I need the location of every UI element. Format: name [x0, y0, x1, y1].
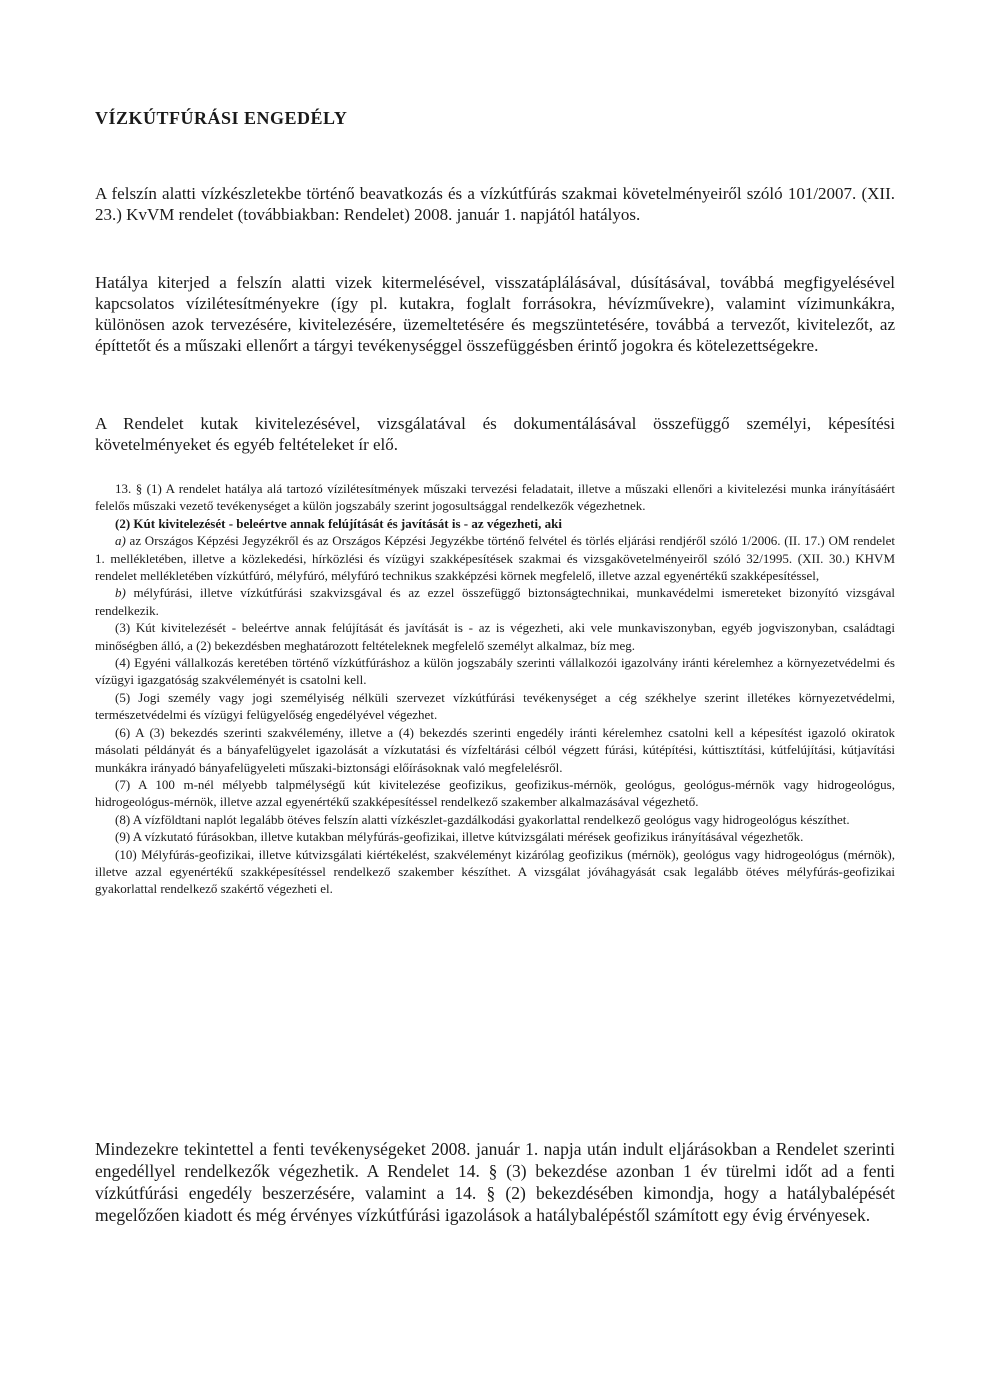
quote-clause-2b-text: mélyfúrási, illetve vízkútfúrási szakvizsgával és az ezzel összefüggő biztonságtechnikai, munkavédelmi ismereteket bizonyító vizsgával rendelkezik.	[95, 585, 895, 618]
document-title: VÍZKÚTFÚRÁSI ENGEDÉLY	[95, 108, 348, 128]
quote-clause-2a-text: az Országos Képzési Jegyzékről és az Országos Képzési Jegyzékbe történő felvétel és törlés eljárási rendjéről szóló 1/2006. (II. 17.) OM rendelet 1. mellékletében, illetve a közlekedési, hírközlési és vízügyi szakképesítések szakmai és vizsgakövetelményeiről szóló 32/1995. (XII. 30.) KHVM rendelet mellékletében vízkútfúró, mélyfúró, mélyfúró technikus szakképzési körnek megfelelő, illetve azzal egyenértékű szakképesítéssel,	[95, 533, 895, 584]
quote-clause-2b	[95, 584, 895, 619]
quote-clause-10: (10) Mélyfúrás-geofizikai, illetve kútvizsgálati kiértékelést, szakvéleményt kizárólag geofizikus (mérnök), geológus vagy hidrogeológus (mérnök), illetve azzal egyenértékű szakképesítéssel rendelkező szakember készíthet. A vizsgálat jóváhagyását csak legalább ötéves mélyfúrás-geofizikai gyakorlattal rendelkező szakértő végezheti el.	[95, 846, 895, 897]
quote-clause-7: (7) A 100 m-nél mélyebb talpmélységű kút kivitelezése geofizikus, geofizikus-mérnök, geológus, geológus-mérnök vagy hidrogeológus, hidrogeológus-mérnök, illetve azzal egyenértékű szakképesítéssel rendelkező szakember alkalmazásával végezhető.	[95, 776, 895, 810]
requirements-paragraph: A Rendelet kutak kivitelezésével, vizsgálatával és dokumentálásával összefüggő személyi, képesítési követelményeket és egyéb feltételeket ír elő.	[95, 414, 895, 454]
conclusion-paragraph: Mindezekre tekintettel a fenti tevékenységeket 2008. január 1. napja után indult eljárásokban a Rendelet szerinti engedéllyel rendelkezők végezhetik. A Rendelet 14. § (3) bekezdése azonban 1 év türelmi időt ad a fenti vízkútfúrási engedély beszerzésére, valamint a 14. § (2) bekezdésében kimondja, hogy a hatálybalépését megelőzően kiadott és még érvényes vízkútfúrási igazolások a hatálybalépéstől számított egy évig érvényesek.	[95, 1139, 895, 1225]
quote-clause-2-text: (2) Kút kivitelezését - beleértve annak felújítását és javítását is - az végezheti, aki	[115, 515, 562, 531]
quote-clause-2	[95, 515, 895, 532]
quote-clause-4: (4) Egyéni vállalkozás keretében történő vízkútfúráshoz a külön jogszabály szerinti vállalkozói igazolvány iránti kérelemhez a környezetvédelmi és vízügyi igazgatóság szakvéleményét is csatolni kell.	[95, 655, 895, 688]
quote-clause-9: (9) A vízkutató fúrásokban, illetve kutakban mélyfúrás-geofizikai, illetve kútvizsgálati mérések geofizikus irányításával végezhetők.	[115, 829, 804, 845]
quote-clause-6: (6) A (3) bekezdés szerinti szakvélemény, illetve a (4) bekezdés szerinti engedély iránti kérelemhez csatolni kell a képesítést igazoló okiratok másolati példányát és a bányafelügyelet igazolását a vízkutatási és vízfeltárási célból végzett fúrási, kútépítési, kúttisztítási, kútfelújítási, kútjavítási munkákra irányadó bányafelügyeleti műszaki-biztonsági előírásoknak való megfelelésről.	[95, 724, 895, 775]
quote-clause-2a-label: a)	[115, 533, 126, 549]
quote-clause-8: (8) A vízföldtani naplót legalább ötéves felszín alatti vízkészlet-gazdálkodási gyakorlattal rendelkező geológus vagy hidrogeológus készíthet.	[115, 811, 850, 827]
quote-clause-2a	[95, 532, 895, 584]
quote-clause-1: 13. § (1) A rendelet hatálya alá tartozó vízilétesítmények műszaki tervezési feladatait, illetve a műszaki ellenőri a kivitelezési munka irányításáért felelős műszaki vezető tevékenységet a külön jogszabály szerint jogosultsággal rendelkezők végezhetnek.	[95, 481, 895, 514]
quote-clause-3: (3) Kút kivitelezését - beleértve annak felújítását és javítását is - az is végezheti, aki vele munkaviszonyban, egyéb jogviszonyban, családtagi minőségben álló, a (2) bekezdésben meghatározott feltételeknek megfelelő személyt alkalmaz, bíz meg.	[95, 620, 895, 653]
quote-clause-2b-label: b)	[115, 585, 126, 601]
quote-clause-5: (5) Jogi személy vagy jogi személyiség nélküli szervezet vízkútfúrási tevékenységet a cég székhelye szerint illetékes környezetvédelmi, természetvédelmi és vízügyi felügyelőség engedélyével végezhet.	[95, 689, 895, 723]
intro-paragraph: A felszín alatti vízkészletekbe történő beavatkozás és a vízkútfúrás szakmai követelményeiről szóló 101/2007. (XII. 23.) KvVM rendelet (továbbiakban: Rendelet) 2008. január 1. napjától hatályos.	[95, 184, 895, 224]
scope-paragraph: Hatálya kiterjed a felszín alatti vizek kitermelésével, visszatáplálásával, dúsításával, továbbá megfigyelésével kapcsolatos vízilétesítményekre (így pl. kutakra, foglalt forrásokra, hévízművekre), valamint vízimunkákra, különösen azok tervezésére, kivitelezésére, üzemeltetésére és megszüntetésére, továbbá a tervezőt, kivitelezőt, az építtetőt és a műszaki ellenőrt a tárgyi tevékenységgel összefüggésben érintő jogokra és kötelezettségekre.	[95, 273, 895, 355]
quoted-regulation-section	[95, 480, 895, 898]
